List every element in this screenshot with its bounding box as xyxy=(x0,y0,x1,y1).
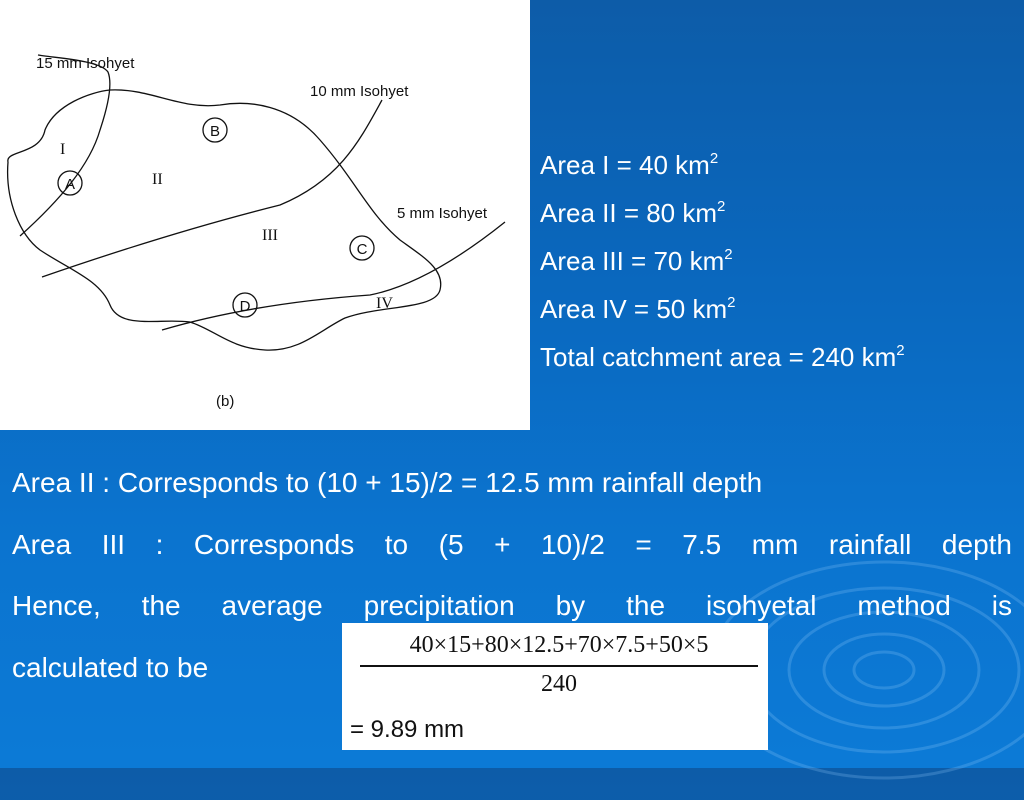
diagram-caption: (b) xyxy=(216,393,235,410)
area-list xyxy=(540,138,905,378)
area-I-label: I xyxy=(60,141,66,158)
formula-result: = 9.89 mm xyxy=(350,716,465,743)
area-item: Area I = 40 $km^2$ xyxy=(540,150,719,180)
area-item: Area II = 80 $km^2$ xyxy=(540,198,726,228)
average-precipitation-intro: Hence, the average precipitation by the isohyetal method is xyxy=(12,590,1012,621)
area-IV-label: IV xyxy=(376,295,393,312)
formula-box xyxy=(342,623,768,750)
isohyet-10mm-label: 10 mm Isohyet xyxy=(310,83,409,100)
svg-text:C: C xyxy=(356,241,368,258)
station-C xyxy=(350,236,374,260)
area-item: Area IV = 50 $km^2$ xyxy=(540,294,736,324)
station-A xyxy=(58,171,82,195)
area-II-label: II xyxy=(152,171,163,188)
isohyet-diagram-panel xyxy=(0,0,530,430)
svg-text:B: B xyxy=(209,123,221,140)
svg-text:A: A xyxy=(64,176,76,193)
isohyet-15mm-label: 15 mm Isohyet xyxy=(36,55,135,72)
area-iii-explanation: Area III : Corresponds to (5 + 10)/2 = 7.5 mm rainfall depth xyxy=(12,528,1012,560)
area-item: Area III = 70 $km^2$ xyxy=(540,246,733,276)
formula-fraction xyxy=(360,629,758,698)
formula-numerator: 40×15+80×12.5+70×7.5+50×5 xyxy=(409,632,709,658)
area-ii-explanation: Area II : Corresponds to (10 + 15)/2 = 12.5 mm rainfall depth xyxy=(12,467,763,498)
calculated-to-be-text: calculated to be xyxy=(12,651,209,683)
station-B xyxy=(203,118,227,142)
station-D xyxy=(233,293,257,317)
formula-denominator: 240 xyxy=(541,670,577,697)
isohyet-5mm-label: 5 mm Isohyet xyxy=(397,205,488,222)
isohyet-diagram xyxy=(0,0,530,430)
isohyet-5mm-line xyxy=(162,222,505,330)
total-area-item: Total catchment area = 240 $km^2$ xyxy=(540,342,905,372)
svg-text:D: D xyxy=(239,298,251,315)
area-III-label: III xyxy=(262,227,278,244)
